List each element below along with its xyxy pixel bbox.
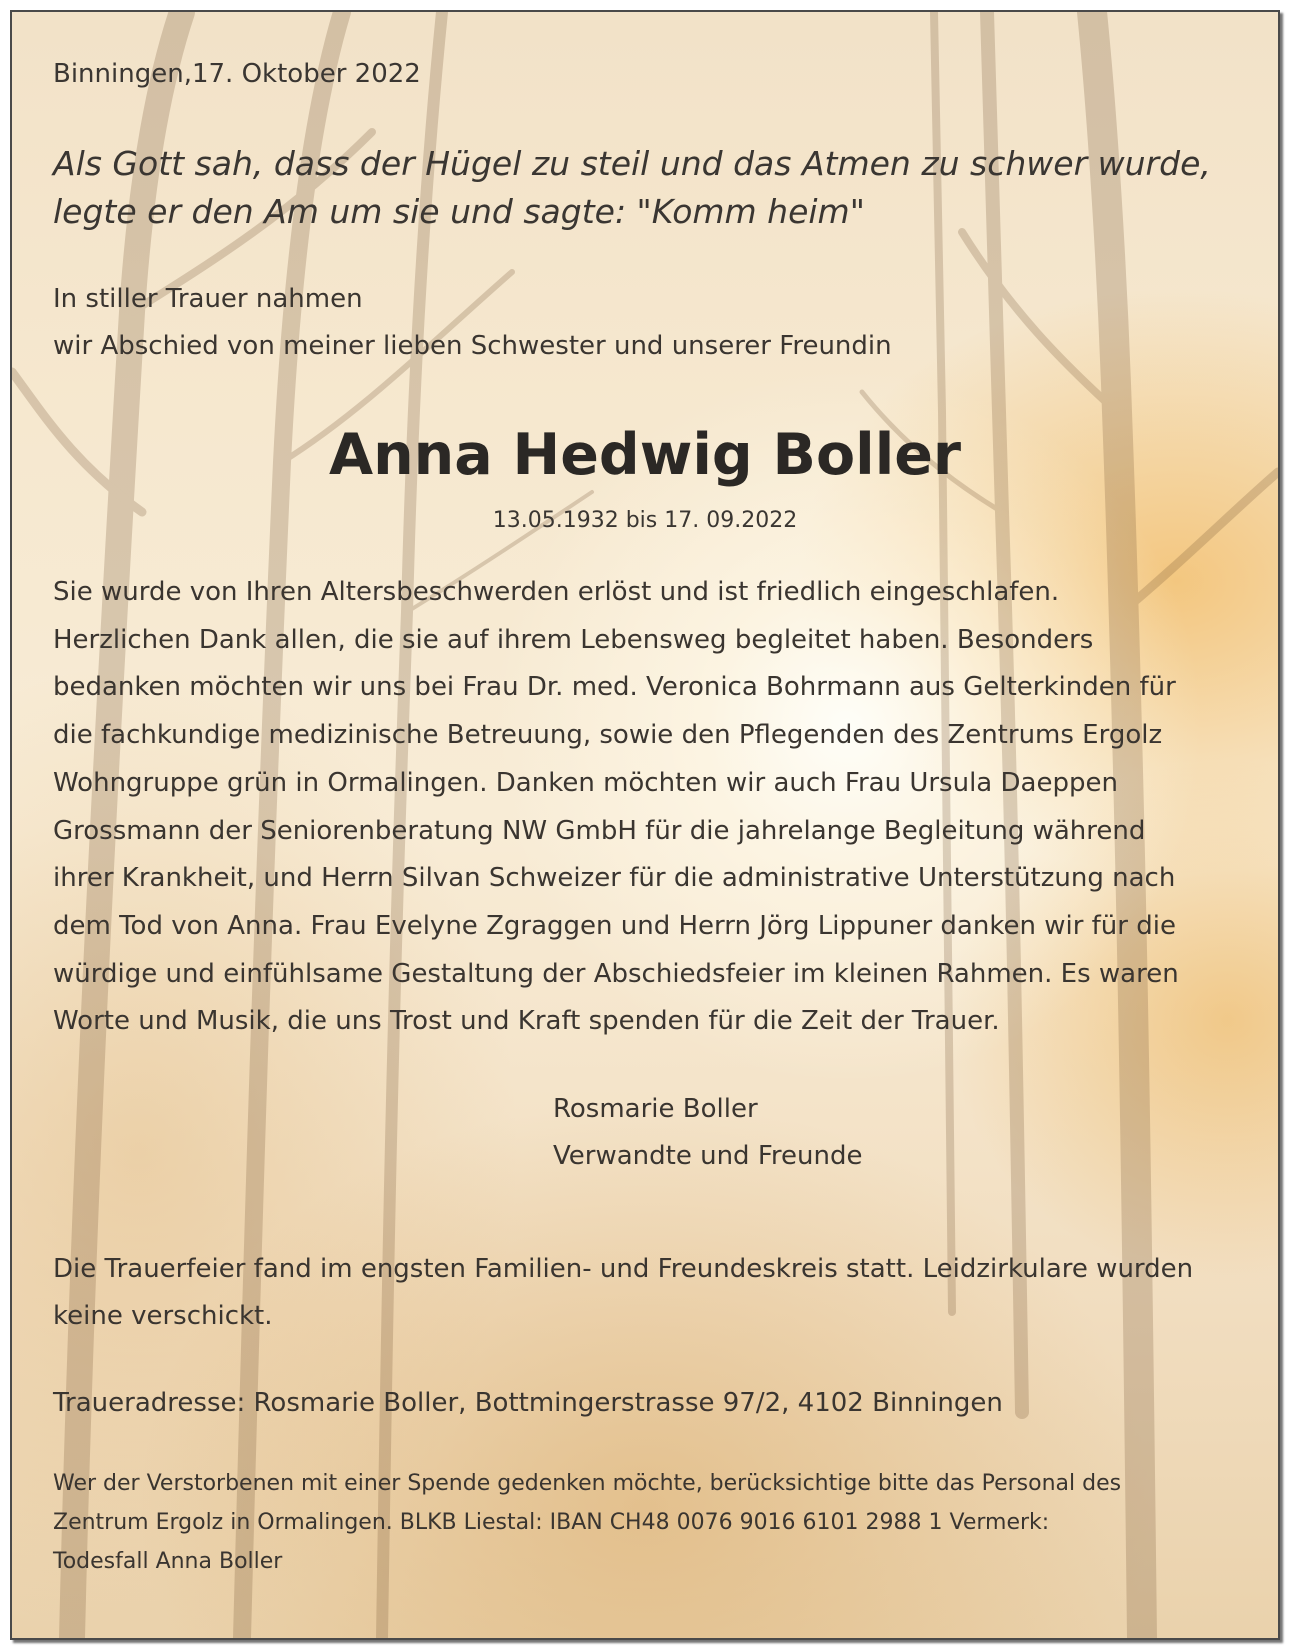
intro-line: wir Abschied von meiner lieben Schwester und unserer Freundin [53,331,892,361]
body-line: dem Tod von Anna. Frau Evelyne Zgraggen und Herrn Jörg Lippuner danken wir für die [53,910,1176,941]
body-line: würdige und einfühlsame Gestaltung der Abschiedsfeier im kleinen Rahmen. Es waren [53,958,1179,989]
body-line: Herzlichen Dank allen, die sie auf ihrem Lebensweg begleitet haben. Besonders [53,624,1094,655]
intro-line: In stiller Trauer nahmen [53,284,363,314]
body-line: Worte und Musik, die uns Trost und Kraft spenden für die Zeit der Trauer. [53,1006,1000,1037]
donation-line: Zentrum Ergolz in Ormalingen. BLKB Liestal: IBAN CH48 0076 9016 6101 2988 1 Vermerk: [53,1510,1050,1535]
note-line: keine verschickt. [53,1301,273,1331]
ceremony-note [53,1246,1193,1340]
quote-line: legte er den Am um sie und sagte: "Komm heim" [53,192,865,231]
donation-line: Wer der Verstorbenen mit einer Spende gedenken möchte, berücksichtige bitte das Personal des [53,1471,1122,1496]
obituary-card [10,10,1280,1640]
body-line: ihrer Krankheit, und Herrn Silvan Schweizer für die administrative Unterstützung nach [53,863,1176,894]
body-line: die fachkundige medizinische Betreuung, sowie den Pflegenden des Zentrums Ergolz [53,720,1163,751]
signatories [553,1086,862,1180]
place-date: Binningen,17. Oktober 2022 [53,59,421,89]
bible-quote [53,140,1211,236]
obituary-content [12,12,1278,1638]
signatory-line: Rosmarie Boller [553,1094,758,1124]
life-dates: 13.05.1932 bis 17. 09.2022 [492,508,798,533]
intro-text [53,276,892,370]
deceased-name: Anna Hedwig Boller [328,422,962,488]
gratitude-text [53,569,1179,1046]
body-line: Sie wurde von Ihren Altersbeschwerden erlöst und ist friedlich eingeschlafen. [53,577,1060,607]
donation-note [53,1464,1121,1581]
quote-line: Als Gott sah, dass der Hügel zu steil und das Atmen zu schwer wurde, [53,144,1211,183]
signatory-line: Verwandte und Freunde [553,1141,863,1171]
body-line: bedanken möchten wir uns bei Frau Dr. med. Veronica Bohrmann aus Gelterkinden für [53,672,1176,703]
mourning-address: Traueradresse: Rosmarie Boller, Bottmingerstrasse 97/2, 4102 Binningen [53,1388,1003,1418]
donation-line: Todesfall Anna Boller [53,1549,283,1574]
body-line: Grossmann der Seniorenberatung NW GmbH für die jahrelange Begleitung während [53,815,1146,846]
body-line: Wohngruppe grün in Ormalingen. Danken möchten wir auch Frau Ursula Daeppen [53,767,1118,798]
note-line: Die Trauerfeier fand im engsten Familien- und Freundeskreis statt. Leidzirkulare wurden [53,1254,1194,1284]
